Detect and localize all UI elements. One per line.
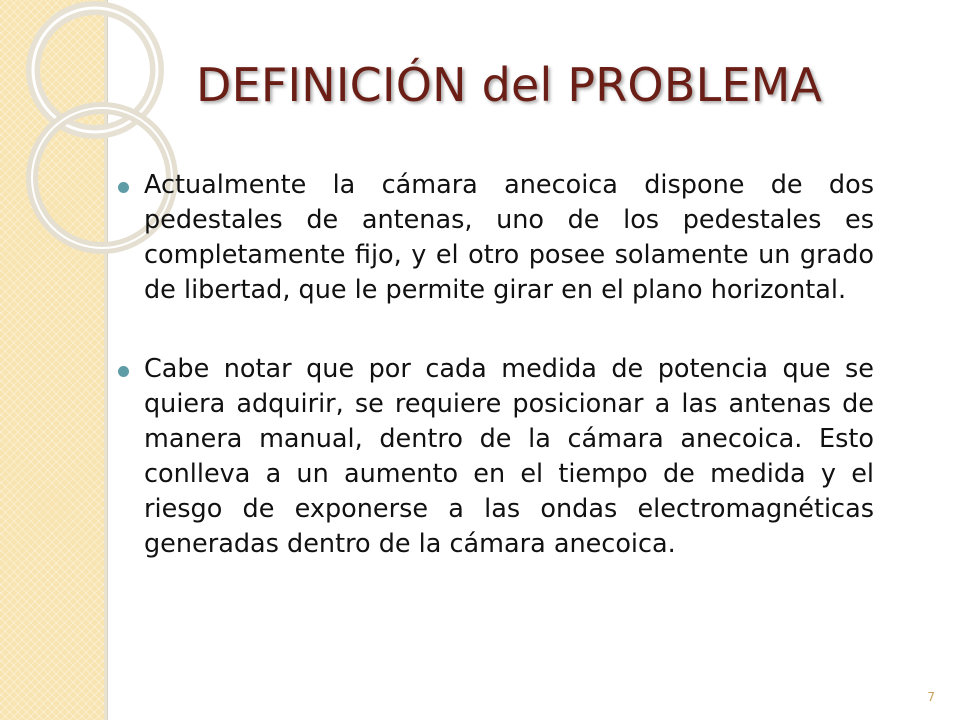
slide-title: DEFINICIÓN del PROBLEMA — [196, 58, 823, 112]
bullet-dot-icon — [118, 182, 129, 193]
bullet-text: Cabe notar que por cada medida de potencia que se quiera adquirir, se requiere posicionar a las antenas de manera manual, dentro de la cámara anecoica. Esto conlleva a un aumento en el tiempo de medida y el riesgo de exponerse a las ondas electromagnéticas generadas dentro de la cámara anecoica. — [144, 354, 874, 559]
bullet-dot-icon — [118, 366, 129, 377]
bullet-text: Actualmente la cámara anecoica dispone de dos pedestales de antenas, uno de los pedestales es completamente fijo, y el otro posee solamente un grado de libertad, que le permite girar en el plano horizontal. — [144, 170, 874, 305]
bullet-item — [114, 352, 874, 562]
page-number: 7 — [927, 690, 935, 704]
bullet-list — [114, 168, 874, 606]
bullet-item — [114, 168, 874, 308]
